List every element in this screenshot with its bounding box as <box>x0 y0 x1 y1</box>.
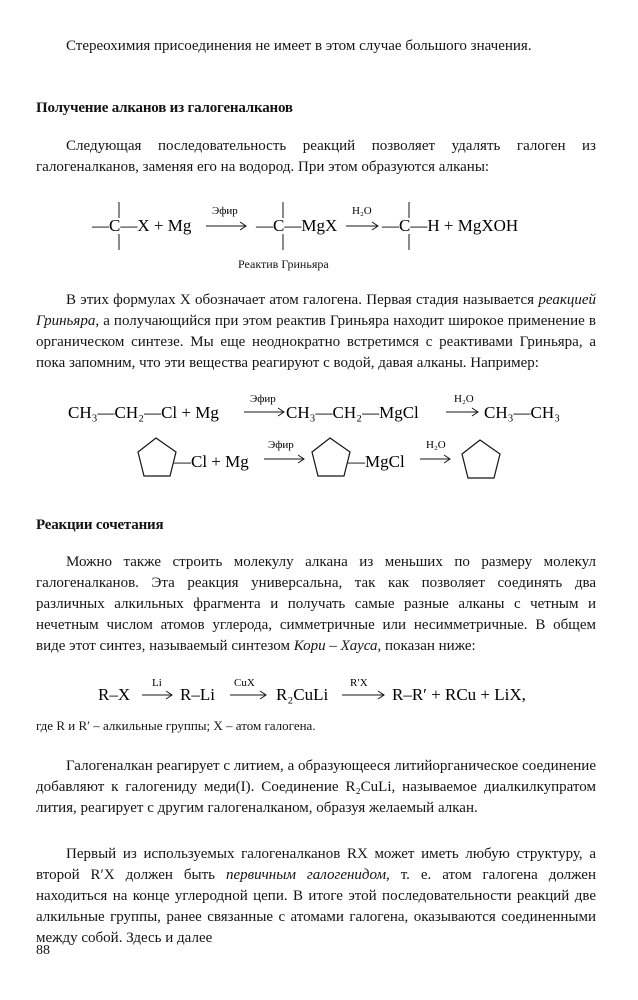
ex1-mid: CH₃—CH₂—MgCl <box>286 403 419 422</box>
eq1-term1: —C—X + Mg <box>92 216 192 235</box>
section-heading-coupling: Реакции сочетания <box>36 517 164 533</box>
eq1-term2: —C—MgX <box>256 216 338 235</box>
corey-house-term: Кори – Хауса <box>293 638 378 654</box>
section1-paragraph-2: В этих формулах X обозначает атом галогена. Первая стадия называется реакцией Гриньяра, а получающийся при этом реактив Гриньяра находит широкое применение в органическом синтезе. Мы еще неоднократно встретимся с реактивами Гриньяра, а пока запомним, что эти вещества реагируют с водой, давая алканы. Например: <box>36 292 596 371</box>
corey-house-equation <box>94 674 574 708</box>
section1-paragraph: Следующая последовательность реакций позволяет удалять галоген из галогеналканов, заменяя его на водород. При этом образуются алканы: <box>36 138 596 175</box>
ethyl-example-equation <box>64 392 584 426</box>
ch-a1-label: Li <box>152 677 162 689</box>
eq1-arrow2-label: H₂O <box>352 205 372 217</box>
grignard-general-equation <box>86 198 556 258</box>
ex2-arrow1-label: Эфир <box>268 439 294 451</box>
ch-t4: R–R′ + RCu + LiX, <box>392 685 526 704</box>
grignard-reagent-label: Реактив Гриньяра <box>238 257 329 271</box>
cyclopentane-ring-1 <box>138 438 176 476</box>
ch-t1: R–X <box>98 685 131 704</box>
ex1-arrow1-label: Эфир <box>250 393 276 405</box>
cyclopentyl-example-equation <box>134 434 514 490</box>
footnote-definitions: где R и R′ – алкильные группы; X – атом галогена. <box>36 718 316 733</box>
ch-a3-label: R′X <box>350 677 368 689</box>
intro-paragraph: Стереохимия присоединения не имеет в этом случае большого значения. <box>66 38 532 54</box>
section2-paragraph-3: Первый из используемых галогеналканов RX может иметь любую структуру, а второй R′X должен быть первичным галогенидом, т. е. атом галогена должен находиться на конце углеродной цепи. В итоге этой последовательности реакций две алкильные группы, ранее связанные с атомами галогена, оказываются соединенными между собой. Здесь и далее <box>36 846 596 946</box>
section2-paragraph-2: Галогеналкан реагирует с литием, а образующееся литийорганическое соединение добавляют к галогениду меди(I). Соединение R₂CuLi, называемое диалкилкупратом лития, реагирует с другим галогеналканом, образуя желаемый алкан. <box>36 758 596 816</box>
page-number: 88 <box>36 943 50 958</box>
ex1-arrow2-label: H₂O <box>454 393 474 405</box>
ex2-arrow2-label: H₂O <box>426 439 446 451</box>
section-heading-alkanes: Получение алканов из галогеналканов <box>36 100 293 116</box>
ch-t2: R–Li <box>180 685 215 704</box>
primary-halide-term: первичным галогенидом <box>225 867 387 883</box>
ex1-left: CH₃—CH₂—Cl + Mg <box>68 403 219 422</box>
eq1-term3: —C—H + MgXOH <box>382 216 519 235</box>
eq1-arrow1-label: Эфир <box>212 205 238 217</box>
ex1-right: CH₃—CH₃ <box>484 403 561 422</box>
ch-t3: R₂CuLi <box>276 685 329 704</box>
ex2-left: —Cl + Mg <box>174 452 249 471</box>
section2-paragraph: Можно также строить молекулу алкана из меньших по размеру молекул галогеналканов. Эта реакция универсальна, так как позволяет соединять два различных алкильных фрагмента и получать самые разные алканы с четным и нечетным числом атомов углерода, симметричные или несимметричные. В общем виде этот синтез, называемый синтезом Кори – Хауса, показан ниже: <box>36 554 596 654</box>
grignard-reaction-term: реакцией Гриньяра <box>36 292 596 329</box>
ex2-mid: —MgCl <box>348 452 405 471</box>
ch-a2-label: CuX <box>234 677 255 689</box>
cyclopentane-ring-3 <box>462 440 500 478</box>
cyclopentane-ring-2 <box>312 438 350 476</box>
